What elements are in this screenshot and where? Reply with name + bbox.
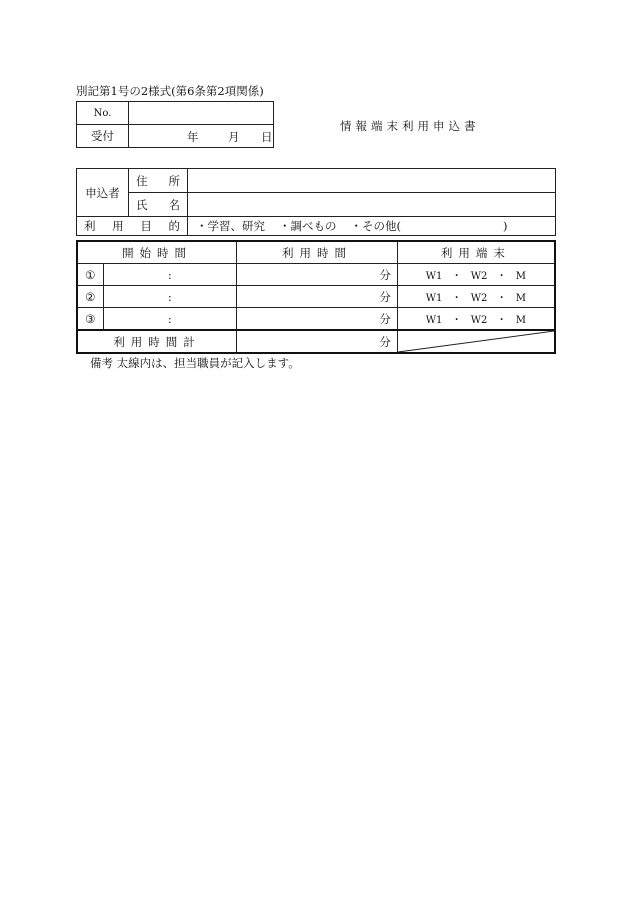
name-field[interactable] xyxy=(188,193,556,217)
purpose-research[interactable]: ・調べもの xyxy=(279,219,337,233)
terminal-choice[interactable]: W1 ・ W2 ・ M xyxy=(397,308,555,331)
purpose-study[interactable]: ・学習、研究 xyxy=(196,219,265,233)
receipt-received-label: 受付 xyxy=(77,125,129,148)
start-time-field[interactable]: : xyxy=(103,264,237,286)
form-title: 情報端末利用申込書 xyxy=(340,119,480,133)
address-field[interactable] xyxy=(188,169,556,193)
row-index: ① xyxy=(77,264,103,286)
terminal-choice[interactable]: W1 ・ W2 ・ M xyxy=(397,286,555,308)
receipt-no-field[interactable] xyxy=(129,102,274,125)
purpose-other[interactable]: ・その他( xyxy=(350,219,401,233)
year-label: 年 xyxy=(187,130,199,144)
usage-minutes-field[interactable]: 分 xyxy=(237,308,398,331)
header-usage-time: 利用時間 xyxy=(237,241,398,264)
diagonal-line xyxy=(398,331,554,352)
usage-minutes-field[interactable]: 分 xyxy=(237,264,398,286)
address-label: 住 所 xyxy=(129,169,188,193)
header-start-time: 開始時間 xyxy=(77,241,237,264)
row-index: ③ xyxy=(77,308,103,331)
name-label: 氏 名 xyxy=(129,193,188,217)
table-row xyxy=(77,264,555,286)
header-terminal: 利用端末 xyxy=(397,241,555,264)
start-time-field[interactable]: : xyxy=(103,286,237,308)
row-index: ② xyxy=(77,286,103,308)
month-label: 月 xyxy=(228,130,240,144)
purpose-options[interactable] xyxy=(188,217,556,236)
start-time-field[interactable]: : xyxy=(103,308,237,331)
table-row xyxy=(77,308,555,331)
purpose-other-close: ) xyxy=(503,219,508,233)
applicant-label: 申込者 xyxy=(77,169,129,217)
usage-table xyxy=(76,240,556,354)
table-row xyxy=(77,286,555,308)
remarks-note: 備考 太線内は、担当職員が記入します。 xyxy=(90,356,300,370)
usage-minutes-field[interactable]: 分 xyxy=(237,286,398,308)
day-label: 日 xyxy=(261,130,273,144)
terminal-choice[interactable]: W1 ・ W2 ・ M xyxy=(397,264,555,286)
purpose-label: 利 用 目 的 xyxy=(77,217,188,236)
total-minutes-field[interactable]: 分 xyxy=(237,330,398,353)
form-caption: 別記第1号の2様式(第6条第2項関係) xyxy=(76,84,264,98)
total-time-label: 利用時間計 xyxy=(77,330,237,353)
applicant-table xyxy=(76,168,556,236)
receipt-box xyxy=(76,101,274,148)
receipt-date-field[interactable] xyxy=(129,125,274,148)
receipt-no-label: No. xyxy=(77,102,129,125)
total-terminal-blank xyxy=(397,330,555,353)
